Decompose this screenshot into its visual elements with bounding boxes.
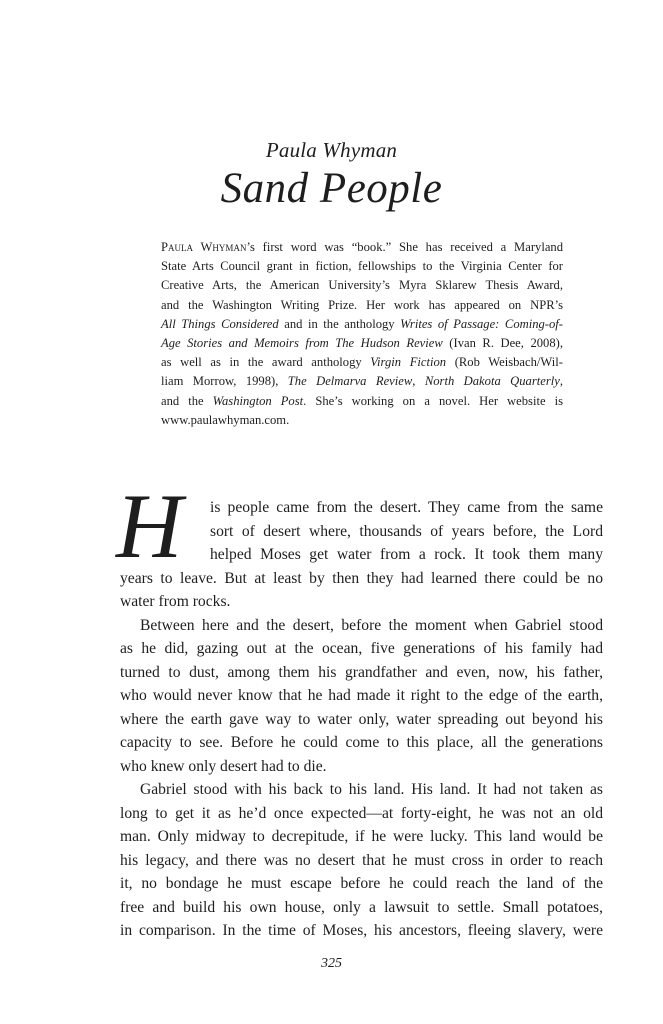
bio-line: Creative Arts, the American University’s Myra Sklarew Thesis Award, [161, 278, 563, 293]
bio-line [161, 392, 563, 411]
bio-line [161, 372, 563, 391]
story-title: Sand People [220, 165, 443, 212]
bio-line: State Arts Council grant in fiction, fellowships to the Virginia Center for [161, 259, 563, 274]
drop-cap: H [116, 475, 183, 577]
bio-italic: Washington Post [212, 393, 304, 408]
bio-italic: Age Stories and Memoirs from The Hudson Review [161, 335, 443, 350]
bio-line: and the Washington Writing Prize. Her work has appeared on NPR’s [161, 297, 563, 312]
story-line: man. Only midway to decrepitude, if he were lucky. This land would be [120, 828, 603, 845]
story-line: helped Moses get water from a rock. It took them many [210, 546, 603, 563]
bio-line: www.paulawhyman.com. [161, 412, 290, 427]
bio-text: (Ivan R. Dee, 2008), [442, 335, 563, 350]
bio-text: (Rob Weisbach/Wil- [446, 355, 563, 370]
story-line: his legacy, and there was no desert that he must cross in order to reach [120, 851, 603, 869]
bio-text: liam Morrow, 1998), [161, 374, 288, 389]
bio-line [161, 238, 563, 257]
story-line: where the earth gave way to water only, water spreading out beyond his [120, 710, 603, 728]
story-line: Gabriel stood with his back to his land. His land. It had not taken as [140, 781, 603, 798]
bio-italic: All Things Considered [161, 316, 279, 331]
bio-text: , [412, 374, 425, 389]
story-line: sort of desert where, thousands of years before, the Lord [210, 522, 603, 540]
story-line: free and build his own house, only a lawsuit to settle. Small potatoes, [120, 898, 603, 916]
bio-author-caps: Paula Whyman [161, 240, 247, 254]
author-name: Paula Whyman [265, 138, 398, 162]
bio-text: . She’s working on a novel. Her website is [303, 393, 563, 408]
bio-text: ’s first word was “book.” She has received a Maryland [246, 240, 563, 254]
story-line: water from rocks. [120, 593, 231, 610]
story-line: in comparison. In the time of Moses, his ancestors, fleeing slavery, were [120, 922, 603, 939]
story-line: Between here and the desert, before the moment when Gabriel stood [140, 616, 603, 634]
story-line: as he did, gazing out at the ocean, five generations of his family had [120, 640, 603, 657]
story-line: turned to dust, among them his grandfather and even, now, his father, [120, 663, 603, 681]
bio-line [161, 315, 563, 334]
story-body [120, 496, 603, 943]
story-line: it, no bondage he must escape before he could reach the land of the [120, 875, 603, 892]
story-line: is people came from the desert. They came from the same [210, 499, 603, 516]
bio-text: , [559, 374, 563, 389]
bio-italic: North Dakota Quarterly [424, 374, 560, 389]
page-number: 325 [321, 956, 342, 971]
bio-text: and in the anthology [278, 316, 401, 331]
bio-italic: Virgin Fiction [370, 355, 447, 370]
bio-text: and the [161, 393, 213, 408]
story-line: capacity to see. Before he could come to this place, all the generations [120, 734, 603, 751]
story-line: who would never know that he had made it right to the edge of the earth, [120, 687, 603, 704]
story-line: who knew only desert had to die. [120, 757, 327, 775]
story-line: years to leave. But at least by then they had learned there could be no [120, 569, 603, 587]
bio-italic: Writes of Passage: Coming-of- [400, 316, 563, 331]
author-bio [161, 238, 563, 430]
bio-line [161, 334, 563, 353]
story-line: long to get it as he’d once expected—at forty-eight, he was not an old [120, 804, 603, 822]
bio-italic: The Delmarva Review [287, 374, 413, 389]
bio-line [161, 353, 563, 372]
bio-text: as well as in the award anthology [161, 355, 371, 370]
